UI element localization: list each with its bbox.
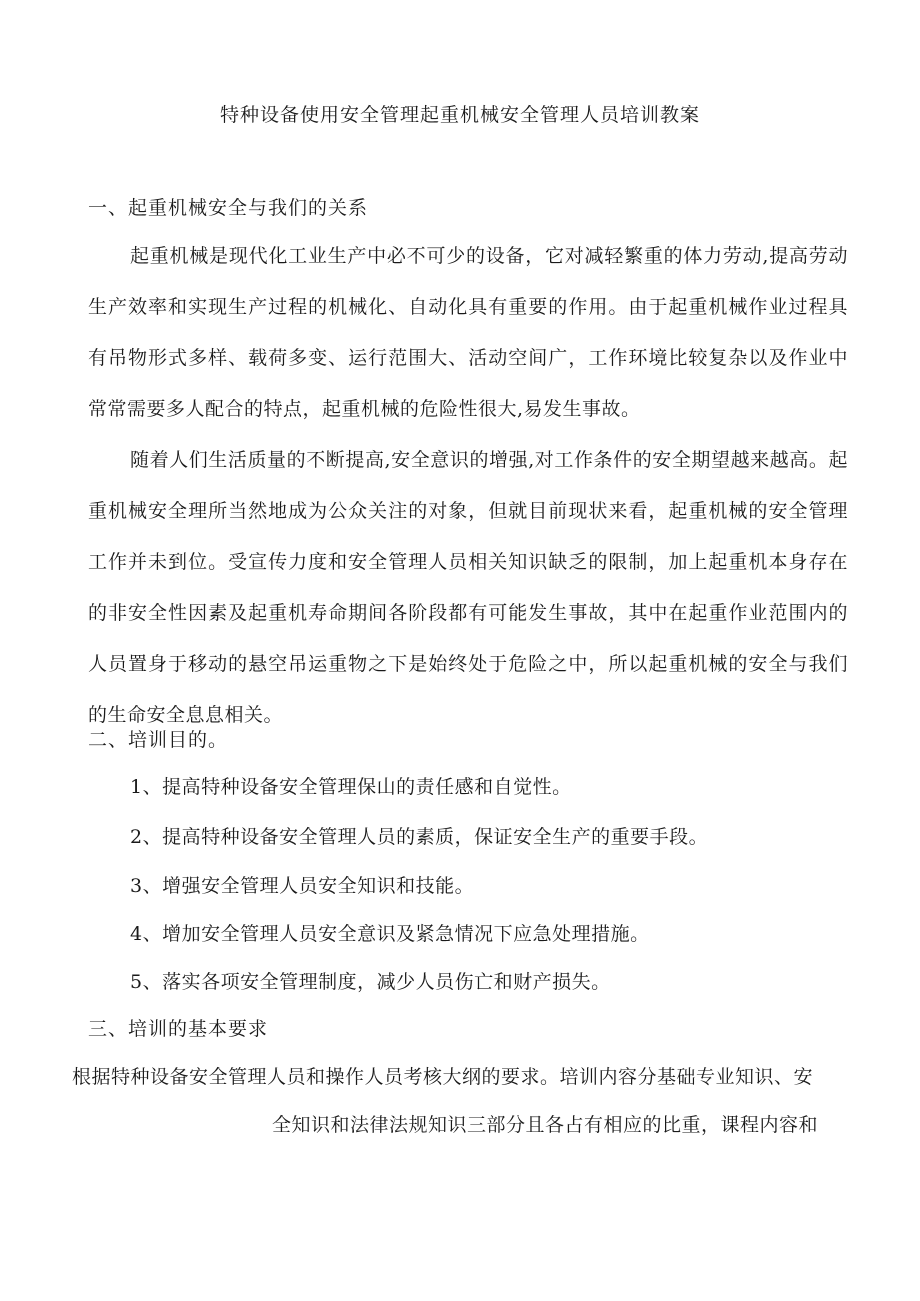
list-item: 1、提高特种设备安全管理保山的责任感和自觉性。 bbox=[130, 776, 572, 798]
section-heading-training-purpose: 二、培训目的。 bbox=[88, 729, 229, 751]
list-item: 5、落实各项安全管理制度，减少人员伤亡和财产损失。 bbox=[130, 971, 611, 993]
list-item: 3、增强安全管理人员安全知识和技能。 bbox=[130, 875, 475, 897]
list-item: 2、提高特种设备安全管理人员的素质，保证安全生产的重要手段。 bbox=[130, 826, 709, 848]
requirements-text-line1: 根据特种设备安全管理人员和操作人员考核大纲的要求。培训内容分基础专业知识、安 bbox=[72, 1066, 814, 1088]
section-heading-basic-requirements: 三、培训的基本要求 bbox=[88, 1018, 269, 1040]
paragraph-safety-awareness: 随着人们生活质量的不断提高,安全意识的增强,对工作条件的安全期望越来越高。起重机械安全理所当然地成为公众关注的对象，但就目前现状来看，起重机械的安全管理工作并未到位。受宣传力度和安全管理人员相关知识缺乏的限制，加上起重机本身存在的非安全性因素及起重机寿命期间各阶段都有可能发生事故，其中在起重作业范围内的人员置身于移动的悬空吊运重物之下是始终处于危险之中，所以起重机械的安全与我们的生命安全息息相关。 bbox=[88, 449, 848, 726]
document-title: 特种设备使用安全管理起重机械安全管理人员培训教案 bbox=[219, 104, 700, 126]
list-item: 4、增加安全管理人员安全意识及紧急情况下应急处理措施。 bbox=[130, 923, 650, 945]
paragraph-crane-importance: 起重机械是现代化工业生产中必不可少的设备，它对减轻繁重的体力劳动,提高劳动生产效率和实现生产过程的机械化、自动化具有重要的作用。由于起重机械作业过程具有吊物形式多样、载荷多变、运行范围大、活动空间广，工作环境比较复杂以及作业中常常需要多人配合的特点，起重机械的危险性很大,易发生事故。 bbox=[88, 245, 848, 420]
requirements-text-line2: 全知识和法律法规知识三部分且各占有相应的比重，课程内容和 bbox=[272, 1114, 819, 1136]
section-heading-relationship: 一、起重机械安全与我们的关系 bbox=[88, 197, 369, 219]
